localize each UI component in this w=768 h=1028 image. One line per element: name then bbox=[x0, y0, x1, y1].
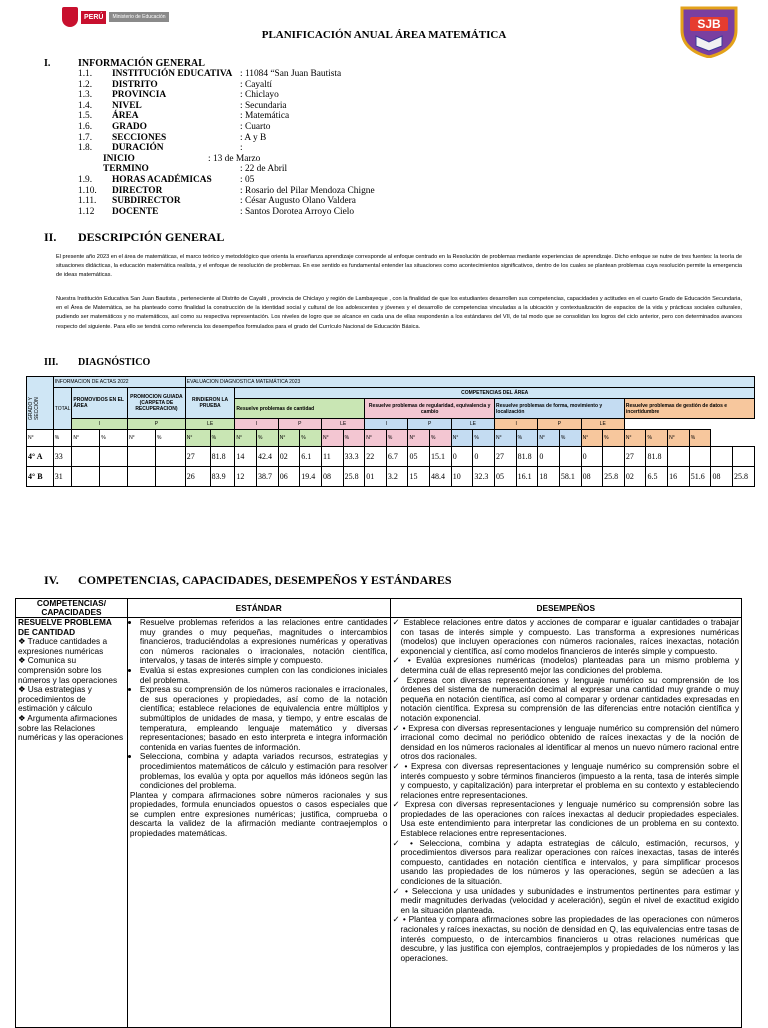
data-cell bbox=[72, 467, 100, 487]
info-value: : Matemática bbox=[240, 111, 290, 122]
info-row bbox=[78, 196, 375, 207]
n-header: N° bbox=[538, 430, 560, 447]
info-num: 1.1. bbox=[78, 69, 93, 79]
data-cell bbox=[100, 447, 128, 467]
data-cell: 26 bbox=[185, 467, 210, 487]
info-num: 1.11. bbox=[78, 196, 97, 207]
data-cell bbox=[559, 447, 581, 467]
n-header: N° bbox=[624, 430, 646, 447]
data-cell: 18 bbox=[538, 467, 560, 487]
pct-header: % bbox=[300, 430, 322, 447]
info-row bbox=[78, 186, 375, 197]
info-row bbox=[78, 111, 341, 122]
estandar-item: • Selecciona, combina y adapta variados recursos, estrategias y procedimientos matemáticos de cálculo y estimación para resolver problemas, los evalúa y opta por aquellos más idóneos según las condiciones del problema. bbox=[140, 752, 388, 790]
info-row bbox=[78, 207, 375, 218]
comp-cantidad-header: Resuelve problemas de cantidad bbox=[235, 399, 365, 419]
data-cell: 6.1 bbox=[300, 447, 322, 467]
comp-regularidad-header: Resuelve problemas de regularidad, equivalencia y cambio bbox=[365, 399, 495, 419]
data-cell bbox=[100, 467, 128, 487]
info-num: 1.7. bbox=[78, 132, 93, 143]
info-label: NIVEL bbox=[112, 100, 142, 111]
level-header: LE bbox=[581, 419, 624, 430]
competencies-table bbox=[15, 598, 742, 1028]
level-header: I bbox=[72, 419, 128, 430]
desempeno-item: ✓ • Expresa con diversas representaciones y lenguaje numérico su comprensión del número irracional como decimal no periódico obtenido de raíces inexactas y de la noción de densidad en los números racionales al identificar al menos un nuevo número racional entre otros dos racionales. bbox=[392, 722, 739, 762]
info-row bbox=[78, 101, 341, 112]
competencia-cell bbox=[16, 618, 128, 1028]
data-cell: 25.8 bbox=[603, 467, 625, 487]
info-label: ÁREA bbox=[112, 111, 139, 122]
n-header: N° bbox=[185, 430, 210, 447]
info-num: 1.3. bbox=[78, 90, 93, 101]
info-num: 1.6. bbox=[78, 121, 93, 132]
pct-header: % bbox=[603, 430, 625, 447]
competencia-name: RESUELVE PROBLEMA DE CANTIDAD bbox=[18, 617, 112, 637]
data-cell: 25.8 bbox=[343, 467, 365, 487]
description-paragraph-2: Nuestra Institución Educativa San Juan Bautista , perteneciente al Distrito de Cayalti , provincia de Chiclayo y región de Lambayeque , con la finalidad de que los estudiantes desarrollen sus competencias, capacidades y actitudes en el cuarto Grado de Educación Secundaria, en el Área de Matemática, se ha planteado como finalidad la construcción de la identidad social y cultural de los adolescentes y jóvenes y el desarrollo de competencias vinculadas a la ubicación y contextualización de espacios de la vida y prácticas sociales culturales, pudiendo ser matemáticos y no matemáticos, así como su respectiva representación. Los niveles de logro que se alcance en cada una de ellas responderán a los estándares del VII, de tal modo que se consolidan los logros del ciclo anterior, pero con determinados avances respecto del siguiente. Para ello se tendrá como referencia los desempeños formulados para el grado del Currículo Nacional de Educación Básica. bbox=[56, 296, 742, 330]
data-cell: 16.1 bbox=[516, 467, 538, 487]
info-label: DIRECTOR bbox=[112, 185, 163, 196]
level-header: LE bbox=[321, 419, 364, 430]
info-num: 1.10. bbox=[78, 185, 97, 196]
data-cell: 51.6 bbox=[689, 467, 711, 487]
data-cell: 22 bbox=[365, 447, 387, 467]
data-cell: 25.8 bbox=[733, 467, 755, 487]
desempeno-item: ✓ • Evalúa expresiones numéricas (modelos) planteadas para un mismo problema y determina cuál de ellas representó mejor las condiciones del problema. bbox=[392, 655, 739, 675]
peru-shield-icon bbox=[62, 7, 78, 27]
data-cell: 83.9 bbox=[210, 467, 235, 487]
diagnostic-table bbox=[26, 376, 755, 487]
desempeno-item: ✓ • Expresa con diversas representaciones y lenguaje numérico su comprensión sobre el interés compuesto y sobre términos financieros (impuesto a la renta, tasa de interés simple y compuesto, y capitalización) para interpretar el problema en su contexto y estableciendo relaciones entre representaciones. bbox=[392, 760, 739, 800]
estandar-tail: Plantea y compara afirmaciones sobre números racionales y sus propiedades, formula enunciados opuestos o casos especiales que se cumplen entre expresiones numéricas; justifica, comprueba o descarta la validez de la afirmación mediante contraejemplos o propiedades matemáticas. bbox=[129, 789, 388, 839]
pct-header: % bbox=[559, 430, 581, 447]
eval-header: EVALUACION DIAGNOSTICA MATEMÁTICA 2023 bbox=[185, 377, 754, 388]
desempeno-item: ✓ Expresa con diversas representaciones y lenguaje numérico su comprensión de los órdenes del sistema de numeración decimal al expresar una cantidad muy grande o muy pequeña en notación científica, así como al comparar y ordenar cantidades expresadas en notación científica. Expresa su comprensión de las diferencias entre notación científica y notación exponencial. bbox=[392, 674, 739, 723]
n-header: N° bbox=[128, 430, 156, 447]
n-header: N° bbox=[495, 430, 517, 447]
inicio-label: INICIO bbox=[103, 154, 135, 164]
info-value: : Santos Dorotea Arroyo Cielo bbox=[240, 206, 355, 217]
general-info-list bbox=[78, 69, 341, 154]
data-cell: 48.4 bbox=[430, 467, 452, 487]
info-value: : César Augusto Olano Valdera bbox=[240, 196, 356, 207]
data-cell: 12 bbox=[235, 467, 257, 487]
n-header: N° bbox=[668, 430, 690, 447]
general-info-list-2 bbox=[78, 175, 375, 217]
data-cell bbox=[128, 447, 156, 467]
info-label: PROVINCIA bbox=[112, 90, 167, 101]
level-header: I bbox=[495, 419, 538, 430]
section3-title: DIAGNÓSTICO bbox=[78, 357, 151, 368]
data-cell: 6.7 bbox=[386, 447, 408, 467]
actas-header: INFORMACION DE ACTAS 2022 bbox=[53, 377, 185, 388]
pct-header: % bbox=[210, 430, 235, 447]
data-cell: 27 bbox=[185, 447, 210, 467]
data-cell bbox=[603, 447, 625, 467]
info-num: 1.9. bbox=[78, 175, 93, 185]
data-cell bbox=[733, 447, 755, 467]
data-cell: 15.1 bbox=[430, 447, 452, 467]
level-header: P bbox=[538, 419, 581, 430]
data-cell: 33.3 bbox=[343, 447, 365, 467]
data-cell: 06 bbox=[278, 467, 300, 487]
grade-cell: 4° B bbox=[27, 467, 54, 487]
total-header: TOTAL bbox=[53, 388, 72, 430]
data-cell: 02 bbox=[278, 447, 300, 467]
data-cell: 10 bbox=[451, 467, 473, 487]
ministry-label: Ministerio de Educación bbox=[109, 12, 168, 22]
pct-header: % bbox=[473, 430, 495, 447]
estandar-item: • Expresa su comprensión de los números racionales e irracionales, de sus operaciones y propiedades, así como de la notación científica; establece relaciones de equivalencia entre múltiplos y submúltiplos de unidades de masa, y tiempo, y entre escalas de temperatura, empleando lenguaje matemático y diversas representaciones; basado en esto interpreta e integra información contenida en varias fuentes de información. bbox=[140, 685, 388, 752]
peru-label: PERÚ bbox=[81, 11, 106, 24]
n-header: N° bbox=[321, 430, 343, 447]
info-value: : 11084 “San Juan Bautista bbox=[240, 69, 342, 79]
data-cell: 15 bbox=[408, 467, 430, 487]
data-cell: 0 bbox=[581, 447, 603, 467]
data-cell: 19.4 bbox=[300, 467, 322, 487]
info-num: 1.4. bbox=[78, 100, 93, 111]
capacidad-item: ❖ Comunica su comprensión sobre los números y las operaciones bbox=[18, 655, 118, 685]
section2-numeral: II. bbox=[44, 230, 57, 244]
pct-header: % bbox=[516, 430, 538, 447]
n-header: N° bbox=[27, 430, 54, 447]
pct-header: % bbox=[257, 430, 279, 447]
inicio-value: : 13 de Marzo bbox=[208, 154, 261, 164]
promovidos-header: PROMOVIDOS EN EL ÁREA bbox=[72, 388, 128, 419]
info-label: DURACIÓN bbox=[112, 143, 164, 154]
data-cell: 01 bbox=[365, 467, 387, 487]
n-header: N° bbox=[451, 430, 473, 447]
desempeno-item: ✓ Expresa con diversas representaciones y lenguaje numérico su comprensión sobre las propiedades de las operaciones con raíces inexactas al deducir propiedades especiales. Usa este entendimiento para interpretar las condiciones de un problema en su contexto. Establece relaciones entre representaciones. bbox=[392, 799, 739, 839]
col-desempenos-header: DESEMPEÑOS bbox=[390, 599, 741, 618]
data-cell: 3.2 bbox=[386, 467, 408, 487]
info-num: 1.8. bbox=[78, 143, 93, 154]
pct-header: % bbox=[386, 430, 408, 447]
data-cell: 6.5 bbox=[646, 467, 668, 487]
section1-numeral: I. bbox=[44, 58, 51, 69]
data-cell: 05 bbox=[408, 447, 430, 467]
pct-header: % bbox=[53, 430, 72, 447]
info-value: : Secundaria bbox=[240, 100, 287, 111]
data-cell: 81.8 bbox=[646, 447, 668, 467]
data-cell bbox=[155, 447, 185, 467]
info-row bbox=[78, 80, 341, 91]
info-label: GRADO bbox=[112, 121, 147, 132]
data-cell: 16 bbox=[668, 467, 690, 487]
data-cell bbox=[128, 467, 156, 487]
section2-title: DESCRIPCIÓN GENERAL bbox=[78, 230, 225, 244]
info-row bbox=[78, 143, 341, 154]
school-badge-text: SJB bbox=[697, 17, 721, 31]
level-header: P bbox=[408, 419, 451, 430]
data-cell: 08 bbox=[581, 467, 603, 487]
data-cell: 31 bbox=[53, 467, 72, 487]
pct-header: % bbox=[343, 430, 365, 447]
grado-header: GRADO Y SECCIÓN bbox=[27, 377, 54, 430]
col-competencias-header: COMPETENCIAS/ CAPACIDADES bbox=[16, 599, 128, 618]
comp-datos-header: Resuelve problemas de gestión de datos e incertidumbre bbox=[624, 399, 754, 419]
n-header: N° bbox=[581, 430, 603, 447]
info-value: : 05 bbox=[240, 175, 255, 185]
data-cell: 58.1 bbox=[559, 467, 581, 487]
data-cell: 02 bbox=[624, 467, 646, 487]
section4-title: COMPETENCIAS, CAPACIDADES, DESEMPEÑOS Y ESTÁNDARES bbox=[78, 573, 452, 587]
data-cell bbox=[689, 447, 711, 467]
info-value: : Cayaltí bbox=[240, 79, 273, 90]
data-cell: 81.8 bbox=[210, 447, 235, 467]
level-header: I bbox=[365, 419, 408, 430]
level-header: LE bbox=[185, 419, 235, 430]
competencias-header: COMPETENCIAS DEL ÁREA bbox=[235, 388, 755, 399]
data-cell: 08 bbox=[321, 467, 343, 487]
n-header: N° bbox=[278, 430, 300, 447]
estandar-item: • Evalúa si estas expresiones cumplen con las condiciones iniciales del problema. bbox=[140, 666, 388, 685]
n-header: N° bbox=[365, 430, 387, 447]
data-cell: 0 bbox=[538, 447, 560, 467]
section4-numeral: IV. bbox=[44, 573, 59, 587]
data-cell: 32.3 bbox=[473, 467, 495, 487]
desempeno-item: ✓ • Selecciona, combina y adapta estrategias de cálculo, estimación, recursos, y procedimientos diversos para realizar operaciones con raíces inexactas, tasas de interés compuesto, cantidades en notación científica e intervalos, y para simplificar procesos usando las propiedades de los números y las operaciones, según se adecúen a las condiciones de la situación. bbox=[392, 837, 739, 887]
estandar-item: • Resuelve problemas referidos a las relaciones entre cantidades muy grandes o muy pequeñas, magnitudes o intercambios financieros, traduciéndolas a expresiones numéricas y operativas con números racionales o irracionales, notación científica, intervalos, y tasas de interés simple y compuesto. bbox=[140, 618, 388, 666]
pct-header: % bbox=[100, 430, 128, 447]
info-row bbox=[78, 122, 341, 133]
estandar-cell bbox=[127, 618, 390, 1028]
grade-cell: 4° A bbox=[27, 447, 54, 467]
page-title: PLANIFICACIÓN ANUAL ÁREA MATEMÁTICA bbox=[261, 29, 507, 41]
data-cell: 27 bbox=[495, 447, 517, 467]
info-label: DOCENTE bbox=[112, 206, 159, 217]
rindieron-header: RINDIERON LA PRUEBA bbox=[185, 388, 235, 419]
level-header: P bbox=[128, 419, 186, 430]
data-cell: 05 bbox=[495, 467, 517, 487]
desempeno-item: ✓ • Selecciona y usa unidades y subunidades e instrumentos pertinentes para estimar y medir magnitudes derivadas (velocidad y aceleración), según el nivel de exactitud exigido en la situación planteada. bbox=[392, 885, 739, 915]
comp-forma-header: Resuelve problemas de forma, movimiento y localización bbox=[495, 399, 625, 419]
guiada-header: PROMOCION GUIADA (CARPETA DE RECUPERACION) bbox=[128, 388, 186, 419]
level-header: I bbox=[235, 419, 278, 430]
capacidad-item: ❖ Usa estrategias y procedimientos de estimación y cálculo bbox=[18, 684, 93, 714]
info-value: : bbox=[240, 143, 243, 154]
data-cell: 38.7 bbox=[257, 467, 279, 487]
n-header: N° bbox=[72, 430, 100, 447]
info-row bbox=[78, 175, 375, 186]
minedu-logo bbox=[62, 6, 172, 28]
data-cell: 11 bbox=[321, 447, 343, 467]
capacidad-item: ❖ Traduce cantidades a expresiones numéricas bbox=[18, 636, 108, 656]
pct-header: % bbox=[155, 430, 185, 447]
desempeno-item: ✓ Establece relaciones entre datos y acciones de comparar e igualar cantidades o trabajar con tasas de interés simple y compuesto. Las transforma a expresiones numéricas (modelos) que incluyen operaciones con números racionales, raíces inexactas, notación exponencial y científica, así como modelos financieros de interés simple y compuesto. bbox=[392, 617, 739, 656]
data-cell: 81.8 bbox=[516, 447, 538, 467]
data-cell bbox=[155, 467, 185, 487]
data-cell: 33 bbox=[53, 447, 72, 467]
info-label: SUBDIRECTOR bbox=[112, 196, 181, 207]
info-num: 1.2. bbox=[78, 79, 93, 90]
info-row bbox=[78, 133, 341, 144]
data-cell: 27 bbox=[624, 447, 646, 467]
section3-numeral: III. bbox=[44, 357, 59, 368]
info-row bbox=[78, 69, 341, 80]
n-header: N° bbox=[235, 430, 257, 447]
info-label: INSTITUCIÓN EDUCATIVA bbox=[112, 69, 233, 79]
info-label: DISTRITO bbox=[112, 79, 158, 90]
info-value: : A y B bbox=[240, 132, 267, 143]
data-cell bbox=[72, 447, 100, 467]
info-value: : Chiclayo bbox=[240, 90, 279, 101]
col-estandar-header: ESTÁNDAR bbox=[127, 599, 390, 618]
info-label: HORAS ACADÉMICAS bbox=[112, 175, 212, 185]
data-cell bbox=[711, 447, 733, 467]
info-row bbox=[78, 90, 341, 101]
termino-label: TERMINO bbox=[103, 164, 149, 174]
capacidad-item: ❖ Argumenta afirmaciones sobre las Relaciones numéricas y las operaciones bbox=[18, 712, 124, 743]
description-paragraph-1: El presente año 2023 en el área de matemáticas, el marco teórico y metodológico que orienta la enseñanza aprendizaje corresponde al enfoque centrado en la Resolución de problemas mediante experiencias de aprendizaje. Dicho enfoque se nutre de tres fuentes: la teoría de situaciones didácticas, la educación matemática realista, y el enfoque de resolución de problemas. En ese sentido es fundamental entender las situaciones como acontecimientos significativos, dentro de los cuales se plantean problemas cuya resolución permite la emergencia de ideas matemáticas. bbox=[56, 254, 742, 279]
data-cell: 42.4 bbox=[257, 447, 279, 467]
data-cell bbox=[668, 447, 690, 467]
info-value: : Rosario del Pilar Mendoza Chigne bbox=[240, 185, 375, 196]
desempenos-cell bbox=[390, 618, 741, 1028]
info-num: 1.5. bbox=[78, 111, 93, 122]
pct-header: % bbox=[646, 430, 668, 447]
pct-header: % bbox=[689, 430, 711, 447]
n-header: N° bbox=[408, 430, 430, 447]
data-cell: 0 bbox=[451, 447, 473, 467]
info-num: 1.12 bbox=[78, 206, 95, 217]
data-cell: 08 bbox=[711, 467, 733, 487]
level-header: LE bbox=[451, 419, 494, 430]
data-cell: 14 bbox=[235, 447, 257, 467]
section1-title: INFORMACIÓN GENERAL bbox=[78, 58, 205, 69]
data-cell: 0 bbox=[473, 447, 495, 467]
desempeno-item: ✓ • Plantea y compara afirmaciones sobre las propiedades de las operaciones con números racionales y raíces inexactas, su noción de densidad en Q, las equivalencias entre tasas de interés compuesto, o de intercambios financieros u otras relaciones numéricas que descubre, y las justifica con ejemplos, contraejemplos y propiedades de los números y las operaciones. bbox=[392, 914, 739, 963]
info-label: SECCIONES bbox=[112, 132, 167, 143]
info-value: : Cuarto bbox=[240, 121, 271, 132]
termino-value: : 22 de Abril bbox=[240, 164, 288, 174]
pct-header: % bbox=[430, 430, 452, 447]
level-header: P bbox=[278, 419, 321, 430]
